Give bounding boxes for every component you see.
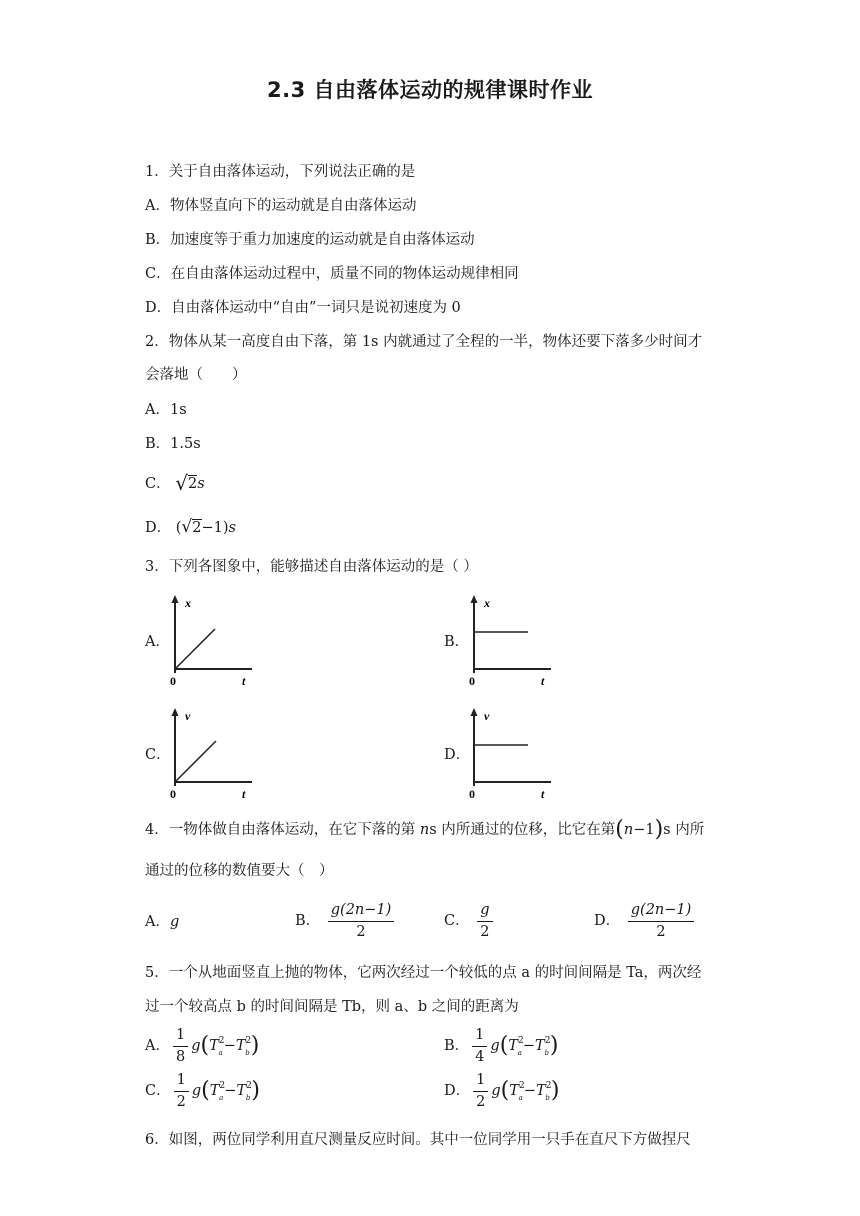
page-title: 2.3 自由落体运动的规律课时作业 (266, 78, 593, 102)
q5-subscript-b: b (245, 1049, 250, 1057)
q5-paren-close: ) (549, 1033, 559, 1058)
q2-option-d-open: ( (175, 520, 182, 536)
q1-option-d: D．自由落体运动中“自由”一词只是说初速度为 0 (145, 300, 461, 316)
graph-a-x-t-rising (166, 593, 256, 689)
q2-option-d-rest: −1) (201, 520, 229, 536)
q4-minus-one: −1 (633, 822, 655, 838)
q5-paren-close: ) (251, 1078, 260, 1103)
q5-paren-open: ( (499, 1033, 509, 1058)
graph-d-y-label: v (484, 709, 490, 723)
q5-fraction (472, 1025, 487, 1067)
q4-stem-line1 (145, 817, 705, 842)
q5-fraction (174, 1070, 189, 1112)
q3-label-a: A． (145, 634, 170, 650)
q5-var-t: T (236, 1083, 247, 1099)
q4-option-d-numerator: g(2n−1) (628, 900, 695, 922)
q4-option-b-fraction (328, 900, 395, 942)
q4-var-n2: n (623, 822, 634, 838)
q2-option-d-label: D． (145, 520, 172, 536)
graph-d-v-t-flat (465, 706, 555, 802)
q5-minus: − (522, 1038, 536, 1054)
q2-option-a: A．1s (145, 402, 187, 418)
q4-option-c-denominator: 2 (480, 924, 490, 940)
q4-option-b-label: B． (295, 913, 321, 929)
q4-option-a-label: A． (145, 914, 170, 930)
q5-subscript-a: a (517, 1049, 522, 1057)
q5-exponent: 2 (219, 1081, 226, 1091)
q3-label-b: B． (444, 634, 470, 650)
q5-var-t: T (509, 1083, 519, 1099)
graph-a-origin: 0 (170, 674, 176, 688)
q5-paren-open: ( (200, 1033, 210, 1058)
graph-c-origin: 0 (170, 787, 176, 801)
q4-option-b-denominator: 2 (356, 924, 366, 940)
q5-subscript-b: b (545, 1094, 550, 1102)
q4-option-d-fraction (628, 900, 695, 942)
q5-var-g: g (490, 1038, 500, 1054)
q5-option-c (145, 1070, 260, 1112)
q5-exponent: 2 (518, 1081, 525, 1091)
q4-option-c-fraction (477, 900, 492, 942)
q3-stem: 3．下列各图象中，能够描述自由落体运动的是（ ） (145, 559, 478, 575)
q5-subscript-a: a (518, 1094, 523, 1102)
q5-var-g: g (191, 1083, 202, 1099)
q5-minus: − (224, 1083, 237, 1099)
q5-var-t: T (209, 1038, 219, 1054)
graph-b-x-label: t (541, 674, 545, 688)
q5-exponent: 2 (246, 1081, 252, 1091)
q4-option-c-label: C． (444, 913, 470, 929)
q5-option-a (145, 1025, 259, 1067)
q5-stem-line2: 过一个较高点 b 的时间间隔是 Tb，则 a、b 之间的距离为 (145, 999, 519, 1015)
q4-option-a (145, 912, 179, 932)
q4-option-d-denominator: 2 (656, 924, 666, 940)
q1-stem: 1．关于自由落体运动，下列说法正确的是 (145, 164, 416, 180)
q5-exponent: 2 (545, 1081, 552, 1091)
q5-subscript-a: a (219, 1094, 224, 1102)
q5-var-t: T (209, 1083, 220, 1099)
q4-option-c (444, 900, 496, 942)
q4-paren-open: ( (615, 817, 624, 842)
q4-option-a-value: g (169, 914, 180, 930)
q1-option-c: C．在自由落体运动过程中，质量不同的物体运动规律相同 (145, 266, 519, 282)
q2-option-d-unit: s (228, 520, 236, 536)
q5-fraction (173, 1025, 188, 1067)
q4-stem-part2: s 内所通过的位移，比它在第 (429, 822, 616, 838)
sqrt-symbol: √ (175, 471, 188, 495)
q5-exponent: 2 (544, 1036, 551, 1046)
q3-label-c: C． (145, 747, 171, 763)
q2-option-c-label: C． (145, 476, 171, 492)
q5-exponent: 2 (245, 1036, 252, 1046)
q1-option-b: B．加速度等于重力加速度的运动就是自由落体运动 (145, 232, 475, 248)
q5-denominator: 4 (475, 1049, 485, 1065)
q5-numerator: 1 (173, 1025, 188, 1047)
graph-c-v-t-rising (166, 706, 256, 802)
q5-paren-close: ) (250, 1033, 260, 1058)
q5-paren-close: ) (550, 1078, 560, 1103)
q3-label-d: D． (444, 747, 471, 763)
q4-stem-part1: 4．一物体做自由落体运动，在它下落的第 (145, 822, 420, 838)
q2-option-c-radicand: 2 (187, 476, 198, 492)
q5-numerator: 1 (473, 1070, 488, 1092)
q5-numerator: 1 (472, 1025, 487, 1047)
q5-minus: − (523, 1083, 537, 1099)
q5-paren-open: ( (201, 1078, 210, 1103)
q5-paren-open: ( (500, 1078, 510, 1103)
graph-c-y-label: v (185, 709, 191, 723)
q2-option-c (145, 473, 205, 494)
q5-denominator: 8 (175, 1049, 186, 1065)
q2-option-b: B．1.5s (145, 436, 201, 452)
q4-var-n: n (419, 822, 430, 838)
graph-d-x-label: t (541, 787, 545, 801)
q5-fraction (473, 1070, 488, 1112)
q4-option-d-label: D． (594, 913, 621, 929)
q5-var-g: g (191, 1038, 201, 1054)
q5-subscript-b: b (544, 1049, 549, 1057)
q5-numerator: 1 (174, 1070, 189, 1092)
q5-var-t: T (508, 1038, 518, 1054)
q4-option-c-numerator: g (477, 900, 492, 922)
q5-option-b (444, 1025, 559, 1067)
q4-stem-part3: s 内所 (663, 822, 705, 838)
q2-stem-line2: 会落地（ ） (145, 367, 247, 383)
q5-var-t: T (535, 1038, 545, 1054)
q6-stem: 6．如图，两位同学利用直尺测量反应时间。其中一位同学用一只手在直尺下方做捏尺 (145, 1132, 691, 1148)
q5-exponent: 2 (218, 1036, 225, 1046)
sqrt-symbol: √ (181, 517, 193, 537)
graph-b-x-t-flat (465, 593, 555, 689)
q4-paren-close: ) (654, 817, 664, 842)
q5-option-label: A． (145, 1038, 170, 1054)
q4-stem-line2: 通过的位移的数值要大（ ） (145, 863, 334, 879)
q5-minus: − (223, 1038, 236, 1054)
q4-option-d (594, 900, 697, 942)
q5-denominator: 2 (476, 1094, 486, 1110)
graph-a-x-label: t (242, 674, 246, 688)
q5-var-t: T (235, 1038, 246, 1054)
graph-c-x-label: t (242, 787, 246, 801)
q4-option-b (295, 900, 397, 942)
q5-subscript-a: a (218, 1049, 223, 1057)
q2-option-d (145, 517, 236, 538)
q5-exponent: 2 (517, 1036, 524, 1046)
q5-option-d (444, 1070, 560, 1112)
graph-b-y-label: x (484, 596, 490, 610)
q2-option-d-radicand: 2 (192, 520, 202, 536)
graph-a-y-label: x (185, 596, 191, 610)
graph-b-origin: 0 (469, 674, 475, 688)
q5-var-g: g (491, 1083, 501, 1099)
q5-denominator: 2 (176, 1094, 186, 1110)
q5-option-label: C． (145, 1083, 171, 1099)
q4-option-b-numerator: g(2n−1) (328, 900, 395, 922)
q5-subscript-b: b (245, 1094, 251, 1102)
q5-option-label: B． (444, 1038, 470, 1054)
q5-var-t: T (536, 1083, 546, 1099)
q5-stem-line1: 5．一个从地面竖直上抛的物体，它两次经过一个较低的点 a 的时间间隔是 Ta，两次经 (145, 965, 702, 981)
q2-stem-line1: 2．物体从某一高度自由下落，第 1s 内就通过了全程的一半，物体还要下落多少时间才 (145, 334, 703, 350)
graph-d-origin: 0 (469, 787, 475, 801)
q5-option-label: D． (444, 1083, 471, 1099)
q1-option-a: A．物体竖直向下的运动就是自由落体运动 (145, 198, 417, 214)
q2-option-c-unit: s (197, 476, 205, 492)
